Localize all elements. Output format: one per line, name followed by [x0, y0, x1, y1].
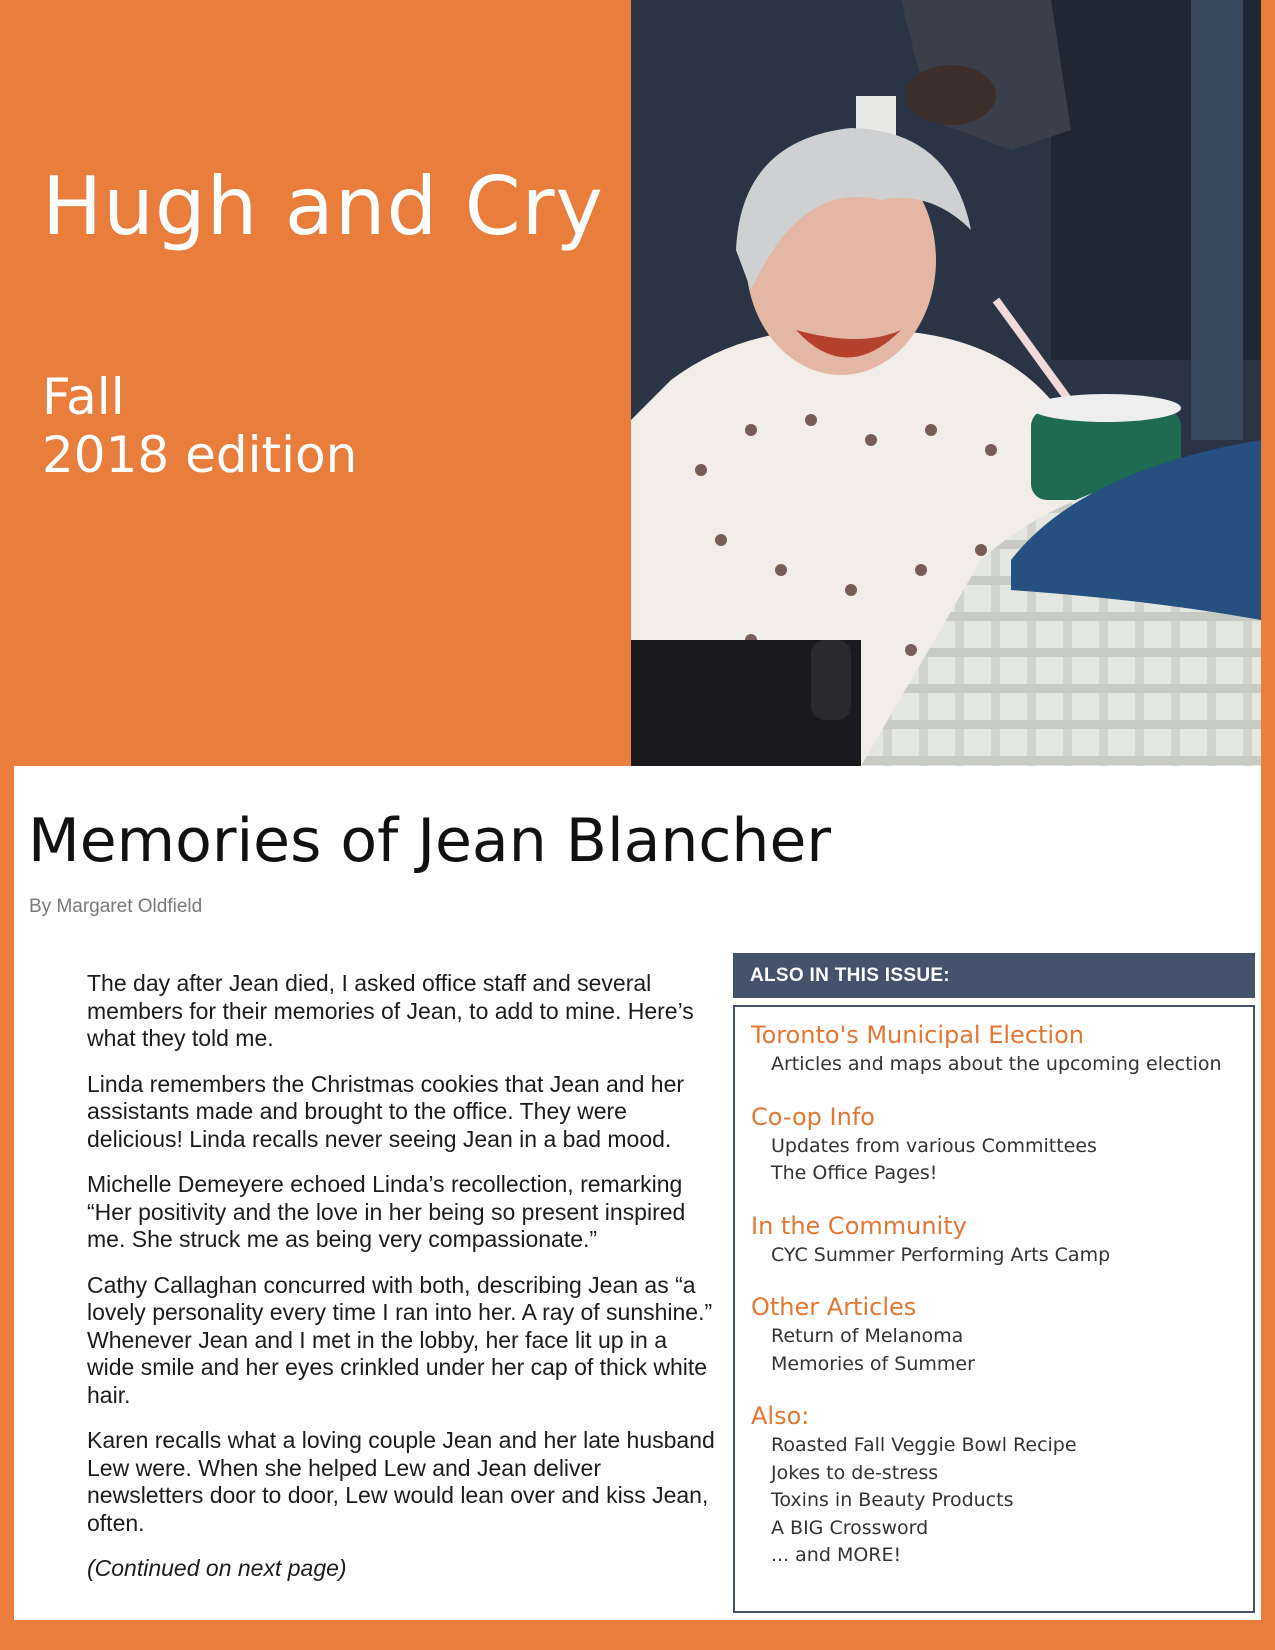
article-body [87, 970, 717, 1601]
section-item: Return of Melanoma [771, 1325, 964, 1347]
article-byline: By Margaret Oldfield [29, 896, 203, 917]
section-item: Updates from various Committees [771, 1134, 1097, 1157]
continued-note: (Continued on next page) [87, 1555, 347, 1581]
section-title: Co-op Info [751, 1102, 875, 1131]
section-item: ... and MORE! [771, 1544, 902, 1566]
section-title: Toronto's Municipal Election [751, 1021, 1084, 1049]
section-item: Toxins in Beauty Products [771, 1489, 1014, 1511]
section-title: Also: [751, 1402, 810, 1430]
section-item: CYC Summer Performing Arts Camp [771, 1243, 1111, 1266]
section-title: In the Community [751, 1211, 967, 1240]
masthead [14, 0, 631, 766]
article-paragraph: Michelle Demeyere echoed Linda’s recollection, remarking “Her positivity and the love in her being so present inspired me. She struck me as being very compassionate.” [87, 1171, 686, 1252]
article-title: Memories of Jean Blancher [28, 806, 832, 876]
section-item: Roasted Fall Veggie Bowl Recipe [771, 1434, 1077, 1456]
sidebar-section-coop-info [751, 1101, 1237, 1188]
cover-photo [631, 0, 1261, 766]
newsletter-page [14, 0, 1261, 1620]
section-item: The Office Pages! [771, 1162, 938, 1184]
sidebar-section-community [751, 1210, 1237, 1270]
section-item: Memories of Summer [771, 1352, 975, 1375]
edition-year: 2018 edition [42, 426, 358, 484]
article-paragraph: Linda remembers the Christmas cookies that Jean and her assistants made and brought to the office. They were delicious! Linda recalls never seeing Jean in a bad mood. [87, 1070, 685, 1152]
article-paragraph: Karen recalls what a loving couple Jean and her late husband Lew were. When she helped Lew and Jean deliver newsletters door to door, Lew would lean over and kiss Jean, often. [87, 1427, 715, 1536]
sidebar-section-also [751, 1400, 1237, 1570]
sidebar-section-election [751, 1019, 1237, 1079]
article-paragraph: The day after Jean died, I asked office staff and several members for their memories of Jean, to add to mine. Here’s what they told me. [87, 970, 694, 1051]
section-item: A BIG Crossword [771, 1516, 929, 1539]
also-in-this-issue-box [733, 1005, 1255, 1613]
article-paragraph: Cathy Callaghan concurred with both, describing Jean as “a lovely personality every time I ran into her. A ray of sunshine.” Whenever Jean and I met in the lobby, her face lit up in a wide smile and her eyes crinkled under her cap of thick white hair. [87, 1271, 713, 1408]
edition-label [42, 368, 357, 484]
section-item: Articles and maps about the upcoming election [771, 1053, 1222, 1075]
edition-season: Fall [42, 368, 125, 426]
sidebar-section-other-articles [751, 1291, 1237, 1378]
newsletter-title: Hugh and Cry [42, 160, 604, 253]
section-title: Other Articles [751, 1293, 917, 1321]
section-item: Jokes to de-stress [771, 1461, 939, 1484]
photo-of-jean-blancher-icon [631, 0, 1261, 766]
sidebar-header: ALSO IN THIS ISSUE: [733, 953, 1255, 998]
